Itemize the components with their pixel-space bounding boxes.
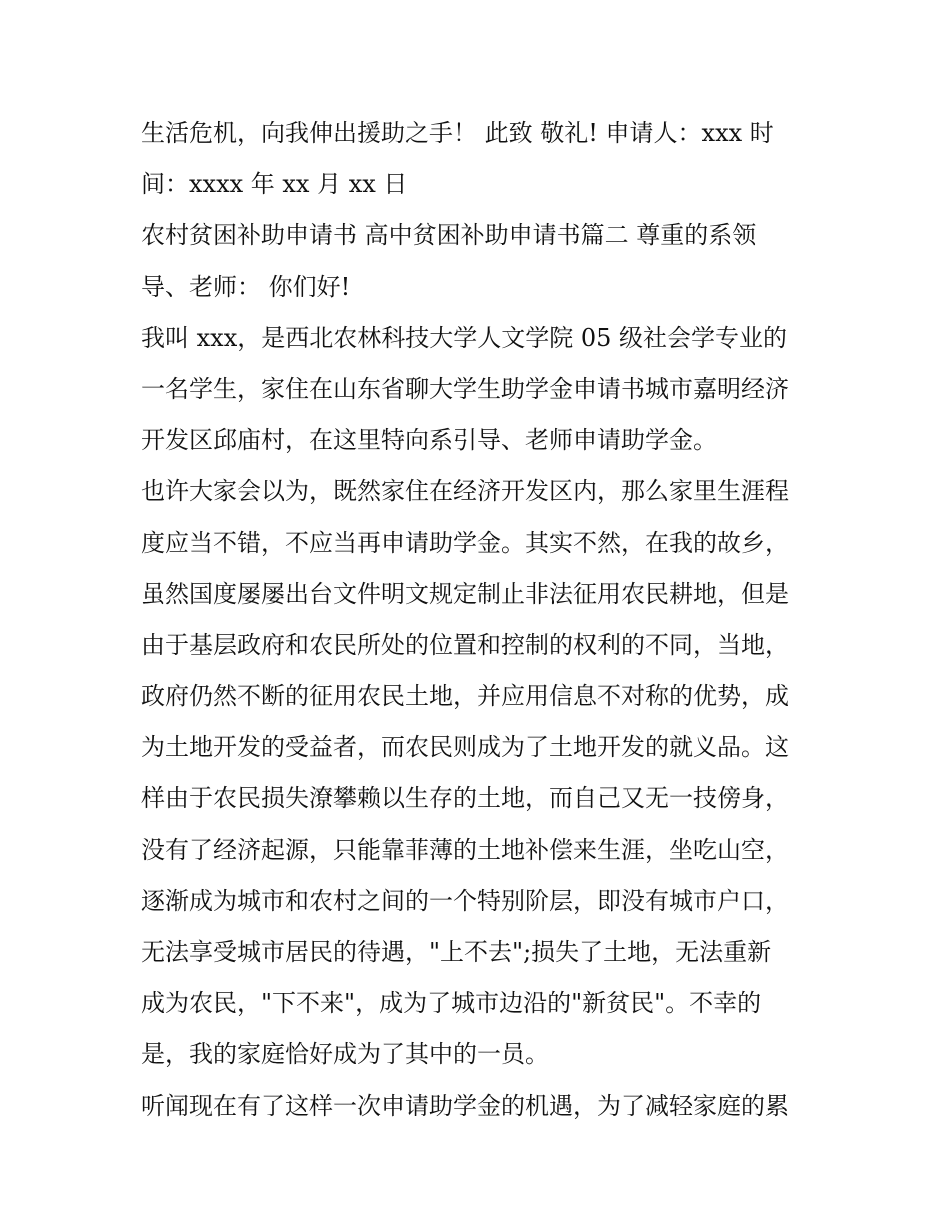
text-line: 是，我的家庭恰好成为了其中的一员。 xyxy=(141,1040,549,1069)
document-body xyxy=(141,108,831,1132)
text-line: 度应当不错，不应当再申请助学金。其实不然，在我的故乡， xyxy=(141,528,789,557)
text-line: 由于基层政府和农民所处的位置和控制的权利的不同，当地， xyxy=(141,630,789,659)
text-line: 听闻现在有了这样一次申请助学金的机遇，为了减轻家庭的累 xyxy=(141,1091,789,1120)
text-line: 间：xxxx 年 xx 月 xx 日 xyxy=(141,170,408,199)
text-line: 为土地开发的受益者，而农民则成为了土地开发的就义品。这 xyxy=(141,733,789,762)
text-line: 无法享受城市居民的待遇，"上不去";损失了土地，无法重新 xyxy=(141,938,772,966)
text-line: 没有了经济起源，只能靠菲薄的土地补偿来生涯，坐吃山空， xyxy=(141,835,789,864)
text-line: 虽然国度屡屡出台文件明文规定制止非法征用农民耕地，但是 xyxy=(141,579,789,608)
text-line: 农村贫困补助申请书 高中贫困补助申请书篇二 尊重的系领 xyxy=(141,221,757,250)
text-line: 成为农民，"下不来"，成为了城市边沿的"新贫民"。不幸的 xyxy=(141,989,762,1018)
text-line: 开发区邱庙村，在这里特向系引导、老师申请助学金。 xyxy=(141,426,717,455)
text-line: 生活危机，向我伸出援助之手！ 此致 敬礼! 申请人：xxx 时 xyxy=(141,119,774,147)
text-line: 政府仍然不断的征用农民土地，并应用信息不对称的优势，成 xyxy=(141,682,789,711)
text-line: 一名学生，家住在山东省聊大学生助学金申请书城市嘉明经济 xyxy=(141,374,789,403)
text-line: 逐渐成为城市和农村之间的一个特别阶层，即没有城市户口， xyxy=(141,886,789,915)
text-line: 我叫 xxx，是西北农林科技大学人文学院 05 级社会学专业的 xyxy=(141,323,788,352)
text-line: 导、老师： 你们好! xyxy=(141,272,351,301)
text-line: 也许大家会以为，既然家住在经济开发区内，那么家里生涯程 xyxy=(141,477,789,506)
text-line: 样由于农民损失潦攀赖以生存的土地，而自己又无一技傍身， xyxy=(141,784,789,813)
